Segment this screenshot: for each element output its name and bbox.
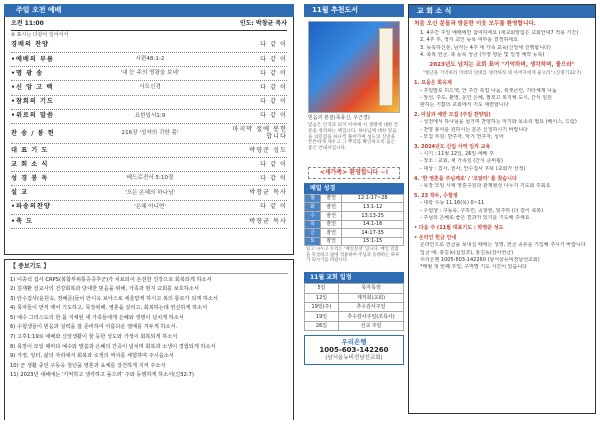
news-item-line: - 시기 : 11월 12일, 26일 예배 후	[420, 151, 494, 158]
service-order-box	[4, 17, 294, 255]
order-mid: '오든 은혜의 하나님'	[125, 189, 175, 196]
news-item-line: - 대학 수능 11.16(목) 0~11	[420, 200, 485, 207]
order-name: •축 도	[11, 217, 34, 225]
schedule-row	[305, 284, 404, 293]
order-mid: '은혜 아니면'	[134, 203, 166, 210]
schedule-row	[305, 312, 404, 321]
news-item-line: 온라인으로 헌금을 보내실 때에는 성명, 헌금 종류를 기입해 주시기 바랍니다	[420, 242, 586, 249]
motto-headline: 2023년도 넘치는 교회 표어 "기억하며, 생각하며, 물으라"	[429, 62, 575, 69]
order-name: •신 앙 고 백	[11, 84, 54, 92]
schedule-cell: 5일	[305, 284, 339, 293]
news-item-line: - 대상 : 집사, 권사, 안수집사 후보 (교회가 선정)	[420, 165, 526, 172]
order-who: 다 같 이	[260, 98, 287, 106]
bible-cell: 13:1-12	[342, 203, 404, 212]
order-row	[11, 215, 287, 229]
order-who: 마지막 절에 봉헌합니다	[232, 125, 287, 141]
news-item-line: - 성전에서 하나님을 섬기며 찬양하는 악기와 목소리 필요 (베이스, 드럼)	[420, 119, 577, 126]
prayer-item: 8) 목장이 모일 때마다 예수와 말씀과 은혜의 간증이 넘치며 회복과 소생이 경험되게 하소서	[10, 343, 216, 350]
bank-name: 우리은행	[341, 338, 367, 347]
order-name: 설 교	[11, 189, 29, 197]
bible-cell: 15:1-15	[342, 237, 404, 246]
bible-cell: 화	[305, 203, 321, 212]
order-row	[11, 124, 287, 144]
bible-cell: 토	[305, 237, 321, 246]
bible-row	[305, 237, 404, 246]
order-row	[11, 186, 287, 200]
order-row	[11, 110, 287, 124]
order-mid: 사도신경	[139, 84, 161, 91]
order-mid: 216장 '성자의 귀한 몸'	[121, 129, 179, 136]
bible-row	[305, 229, 404, 238]
news-column	[408, 4, 596, 414]
order-name: 찬 송 / 봉 헌	[11, 129, 55, 137]
order-who: 다 같 이	[260, 55, 287, 63]
news-item-line: - 장소 : 교회, 새 가족실 (간식 준비됨)	[420, 158, 503, 165]
basic-item: 4. 축복 헌금, 축 등록 성금 (가정 방문 및 일정 예약 등록)	[420, 51, 545, 58]
order-row	[11, 81, 287, 95]
order-who: 다 같 이	[260, 174, 287, 182]
schedule-cell: 추수감사주일	[339, 303, 404, 312]
order-mid: 요한일서1:9	[134, 112, 166, 119]
bible-cell: 잠언	[321, 203, 342, 212]
order-mid: 베드로전서 5:10절	[126, 175, 174, 182]
left-sidebar	[304, 4, 404, 414]
order-who: 박창균 목사	[249, 189, 287, 197]
motto-verse: "옛날을 기억하라 역대의 연대를 생각하라 네 아버지에게 물으라" (신명기32:7)	[422, 71, 582, 77]
order-row	[11, 172, 287, 186]
schedule-cell: 목자목장	[339, 284, 404, 293]
bible-cell: 12:1-17~28	[342, 194, 404, 203]
book-title: 믿음의 본질(폭풍신, 우근경)	[308, 115, 370, 121]
service-time: 오전 11:00	[11, 20, 44, 27]
news-body	[409, 18, 595, 274]
book-spine	[379, 28, 393, 106]
prayer-item: 4) 목자들이 먼저 깨어 기도하고, 목장위해, 영혼을 살리고, 회복하는데 헌신하게 하소서	[10, 305, 208, 312]
bible-header: 매일 성경	[304, 183, 404, 194]
news-item-title: 1. 요을은 화옥제	[414, 80, 452, 87]
prayer-title: 【 중보기도 】	[10, 263, 288, 274]
news-item-line: - 앞선, 주도, 환영, 운인 은혜, 필모고 복지체 도시, 간식 임원	[420, 94, 552, 101]
schedule-cell: 제직회(교회)	[339, 293, 404, 302]
order-name: 경배의 찬양	[11, 41, 50, 49]
schedule-cell: 19일	[305, 312, 339, 321]
news-item-line: 완하는 기쁨의 교회에서 기도 세련합니다	[420, 102, 509, 109]
news-item-line: - 찬양 봉사를 원하시는 분은 신청하시기 바랍니다	[420, 126, 528, 133]
news-item-line: 우리은행 1005-603-142260 (남서울뉴비전남선교회)	[420, 256, 540, 263]
bible-cell: 수	[305, 211, 321, 220]
news-item-title: 5. 23 작두, 수험생	[414, 193, 458, 200]
order-who: 다 같 이	[260, 84, 287, 92]
order-name: •위로의 말씀	[11, 112, 54, 120]
schedule-cell: 19일(주)	[305, 303, 339, 312]
order-who: 다 같 이	[260, 160, 287, 168]
service-header: 주일 오전 예배	[4, 4, 294, 17]
prayer-item: 7) 고후1:19로 예배와 신앙생활이 꿈 등한 성도와 가정이 회복되게 하소서	[10, 334, 178, 341]
account-holder: (남서울뉴비전남선교회)	[325, 355, 383, 362]
news-items	[414, 80, 590, 271]
prayer-box	[4, 259, 294, 420]
news-item-title: 2. 아삽과 예반 모집 (주일 찬양팀)	[414, 112, 491, 119]
welcome-banner: <새가족> 환영합니다 ~!	[308, 167, 400, 179]
order-who: 다 같 이	[260, 203, 287, 211]
schedule-row	[305, 321, 404, 330]
order-who: 박창균 목사	[249, 217, 287, 225]
bible-row	[305, 220, 404, 229]
book-desc: 믿음은 인격과 의지 이야에 서 생명에 대한 간문을 정리하는 책입니다. 하나님께 대한 믿음을 의문점을 하나씩 풀어가며 성도의 신앙을 튼튼하게 세우고 그 뿌리를 확인하도록 돕는 좋은 안내서입니다.	[308, 123, 399, 152]
service-meta	[11, 19, 287, 31]
bible-cell: 월	[305, 194, 321, 203]
bulletin-right-page	[304, 4, 596, 420]
order-row	[11, 144, 287, 158]
standing-note: ※ 표시는 다같이 일어서서	[11, 31, 69, 38]
basic-item: 2. 4주 후, 정식 교인 등록 여부를 결정하세요	[420, 37, 518, 44]
order-name: •예배의 부름	[11, 55, 54, 63]
order-who: 다 같 이	[260, 41, 287, 49]
news-intro: 처음 오신 분들과 방문한 이웃 모두를 환영합니다.	[414, 21, 536, 27]
news-item-line: - 수험생 : 구동욱, 구하린, 공창현, 임주하 (다 같이 축복)	[420, 207, 544, 214]
news-item-title: 3. 2024년도 신입 사역 임직 교육	[414, 144, 491, 151]
prayer-item: 1) 이종석 집사 CRPS(복합부위통증증후군)가 치료되어 온전한 건강으로 회복되게 하소서	[10, 276, 212, 283]
bible-cell: 14:17-35	[342, 229, 404, 238]
news-item-line: - 모집 부원: 반주자, 악기 연주자, 싱어	[420, 133, 504, 140]
news-item-line: - 주님의 은혜로 좋은 결과가 있기를 기도해 주세요	[420, 214, 530, 221]
news-item-line: - 주일말로 히드엣, 안 주간 복업 나눔, 복셋큰런, 기타체계 나눔	[420, 87, 557, 94]
order-row	[11, 201, 287, 215]
bible-table	[304, 194, 404, 247]
order-row	[11, 96, 287, 110]
order-name: •참회의 기도	[11, 98, 54, 106]
schedule-cell: 추수감사주일(조목사)	[339, 312, 404, 321]
news-item-line: *매월 첫 번째 주일, 구역별 기도 시간이 있습니다	[420, 264, 527, 271]
news-item-title: • 온라인 헌금 안내	[414, 235, 457, 242]
order-who: 다 같 이	[260, 112, 287, 120]
order-mid: '내 눈 주의 영광을 보네'	[120, 70, 180, 77]
order-who: 다 같 이	[260, 69, 287, 77]
prayer-item: 6) 수험생들이 믿음과 실력을 잘 준비하여 아름다운 열매를 거두게 하소서.	[10, 324, 178, 331]
bible-note: 읽고 나누고 누리는 '매일성경' 입니다. 매일 말씀을 묵상하고 삶에 적용하여 주님과 동행하는 하루가 되시기를 바랍니다.	[306, 247, 400, 264]
bible-row	[305, 211, 404, 220]
account-number: 1005-603-142260	[319, 346, 389, 355]
prayer-item: 3) 안수집사(윤원숙, 정해준)들이 안디옥 보아스로 세울받게 하시고 복의 통로가 되게 하소서	[10, 295, 218, 302]
schedule-cell: 선교 주일	[339, 321, 404, 330]
order-name: 대 표 기 도	[11, 146, 49, 154]
basic-item: 1. 4주간 주일 예배에만 참여하세요 (새교회알림은 교회안내7 적용 기간)	[420, 30, 579, 37]
news-item-title: • 다음 주 (11월 대표기도 : 박영준 성도	[414, 225, 504, 232]
prayer-list	[10, 276, 288, 382]
order-name: •명 광 송	[11, 69, 44, 77]
schedule-cell: 26일	[305, 321, 339, 330]
bible-cell: 14:1-16	[342, 220, 404, 229]
service-leader: 인도: 박창균 목사	[239, 20, 287, 27]
order-name: 교 회 소 식	[11, 160, 49, 168]
basic-list	[414, 30, 590, 59]
bible-row	[305, 203, 404, 212]
prayer-item: 9) 가정, 일터, 삶의 자리에서 회복과 소생의 역사를 체험하며 주시옵소서	[10, 353, 174, 360]
news-item-line: - 목장 모임 시에 영혼구원과 관계형성 나누기 기도회 주최요	[420, 183, 551, 190]
book-header: 11월 추천도서	[304, 4, 404, 17]
duty-header: 11월 교회 일정	[304, 272, 404, 283]
bible-row	[305, 194, 404, 203]
bible-cell: 목	[305, 220, 321, 229]
bible-cell: 잠언	[321, 237, 342, 246]
account-box	[304, 335, 404, 365]
order-name: •파송의찬양	[11, 203, 51, 211]
order-row	[11, 67, 287, 81]
order-row	[11, 53, 287, 67]
order-row	[11, 158, 287, 172]
order-list	[11, 39, 287, 229]
prayer-item: 11) 2023년 새해에는 '기억하고 생각하고 돌으려' 주와 동행하게 하소서(신32:7)	[10, 372, 194, 379]
bible-cell: 잠언	[321, 194, 342, 203]
order-mid: 시편48:1-2	[135, 56, 165, 63]
bible-cell: 잠언	[321, 220, 342, 229]
schedule-row	[305, 303, 404, 312]
bulletin-left-page	[4, 4, 294, 420]
bible-cell: 13:13-25	[342, 211, 404, 220]
order-row	[11, 39, 287, 53]
book-cover-image	[308, 21, 400, 113]
news-item-title: 4. '한 영혼을 주님께로' / '코알라' 를 찾습니다	[414, 175, 517, 182]
news-item-line: 입금 예: 홍길동(십일조), 홍길동(감사헌금)	[420, 249, 514, 256]
news-header: 교 회 소 식	[409, 5, 595, 18]
bible-cell: 금	[305, 229, 321, 238]
prayer-item: 10) 군 생활 중인 구동욱 청년을 영혼과 육체를 강건하게 지켜 주소서	[10, 362, 166, 369]
duty-table	[304, 283, 404, 331]
basic-item: 3. 등록하신분, 남자는 4주 새 가족 교육(신앙세 진행합니다)	[420, 44, 551, 51]
bible-cell: 잠언	[321, 229, 342, 238]
schedule-row	[305, 293, 404, 302]
prayer-item: 5) 예수 그리스도의 한 몸 지체된 새 가족들에게 은혜와 생명이 넘치게 하소서	[10, 314, 184, 321]
prayer-item: 2) 김재환 선교사의 건강회복과 당대한 믿음을 위해, 가족과 현지 교회를 보호하소서	[10, 286, 199, 293]
schedule-cell: 12일	[305, 293, 339, 302]
right-columns	[304, 4, 596, 414]
order-who: 박영준 성도	[249, 146, 287, 154]
order-name: 성 경 봉 독	[11, 174, 49, 182]
bible-cell: 잠언	[321, 211, 342, 220]
